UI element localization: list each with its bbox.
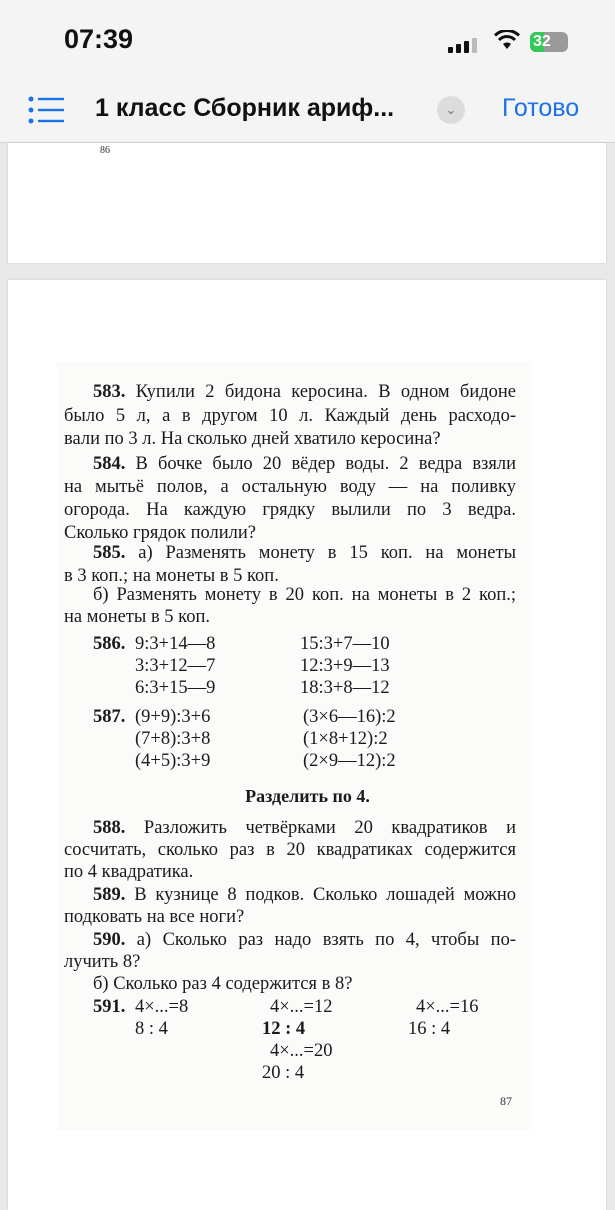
line-text: Купили 2 бидона керосина. В одном бидоне [125,382,516,402]
previous-page [8,143,606,263]
line-text: Сколько грядок полили? [64,523,256,543]
section-heading: Разделить по 4. [245,786,370,806]
problem-number: 589. [93,885,126,905]
text-line [64,606,516,628]
text-line [93,929,516,951]
text-line [93,884,516,906]
text-line [64,499,516,521]
page-number: 87 [500,1094,512,1108]
line-text: а) Разменять монету в 15 коп. на монеты [125,543,516,563]
text-line [93,453,516,475]
problem-number: 584. [93,454,126,474]
done-button[interactable]: Готово [502,94,580,122]
text-line [93,584,516,606]
text-line [64,405,516,427]
text-line [93,973,516,995]
line-text: подковать на все ноги? [64,907,245,927]
line-text: лучить 8? [64,952,141,972]
problem-number: 590. [93,930,126,950]
top-bar [0,0,615,143]
line-text: б) Сколько раз 4 содержится в 8? [93,974,353,994]
text-line [93,381,516,403]
text-line [64,839,516,861]
cellular-signal-icon [448,38,477,53]
problem-number: 583. [93,382,126,402]
text-line [64,476,516,498]
wifi-icon [494,30,520,50]
text-line [64,428,516,450]
problem-number: 588. [93,818,126,838]
text-line [93,817,516,839]
line-text: б) Разменять монету в 20 коп. на монеты в 2 коп.; [93,585,516,605]
battery-icon [530,32,568,52]
battery-level: 32 [533,33,551,50]
line-text: по 4 квадратика. [64,862,194,882]
chevron-down-icon[interactable]: ⌄ [437,96,465,124]
document-title[interactable]: 1 класс Сборник ариф... [95,94,395,122]
line-text: было 5 л, а в другом 10 л. Каждый день расходо- [64,406,516,426]
text-line [64,951,516,973]
outline-list-icon[interactable] [28,96,64,124]
line-text: а) Сколько раз надо взять по 4, чтобы по- [125,930,516,950]
line-text: В кузнице 8 подков. Сколько лошадей можно [125,885,516,905]
text-line [93,542,516,564]
problem-number: 585. [93,543,126,563]
line-text: вали по 3 л. На сколько дней хватило керосина? [64,429,441,449]
text-line [64,906,516,928]
page-number-prev: 86 [100,145,110,156]
text-line [64,861,516,883]
line-text: Разложить четвёрками 20 квадратиков и [125,818,516,838]
line-text: в 3 коп.; на монеты в 5 коп. [64,566,279,586]
line-text: на монеты в 5 коп. [64,607,211,627]
line-text: на мытьё полов, а остальную воду — на поливку [64,477,516,497]
text-line [64,522,516,544]
status-time: 07:39 [64,24,134,54]
line-text: сосчитать, сколько раз в 20 квадратиках содержится [64,840,516,860]
line-text: В бочке было 20 вёдер воды. 2 ведра взяли [125,454,516,474]
line-text: огорода. На каждую грядку вылили по 3 ведра. [64,500,516,520]
